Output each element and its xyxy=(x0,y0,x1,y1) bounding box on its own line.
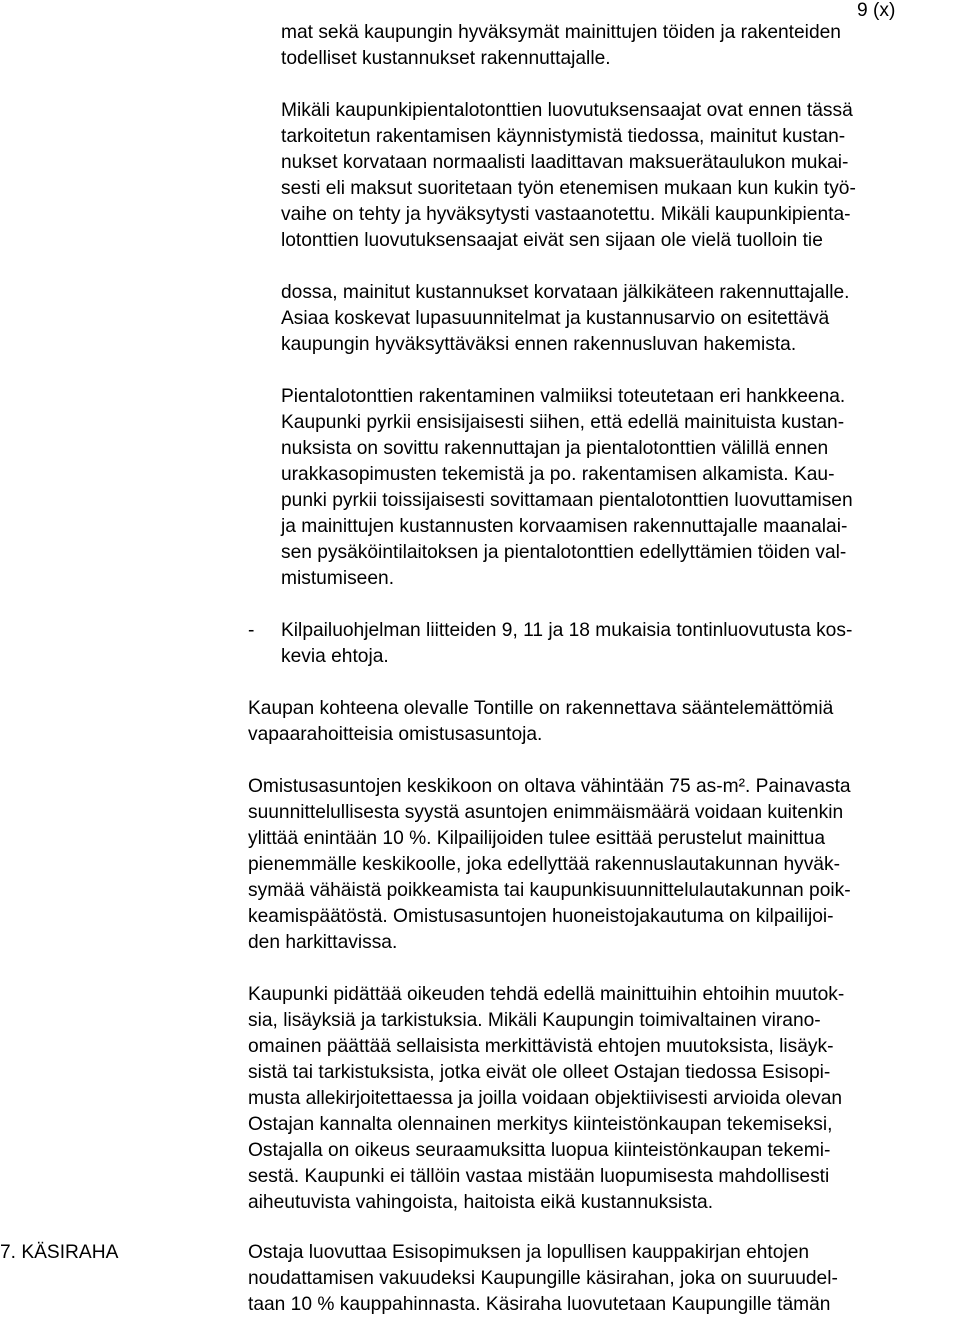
block6-line: suunnittelullisesta syystä asuntojen enimmäismäärä voidaan kuitenkin xyxy=(248,802,844,823)
bullet-marker: - xyxy=(248,620,255,641)
block7-line: Ostajalla on oikeus seuraamuksitta luopua kiinteistönkaupan tekemi- xyxy=(248,1140,831,1161)
block2-line: vaihe on tehty ja hyväksytysti vastaanotettu. Mikäli kaupunkipienta- xyxy=(281,204,851,225)
bullet-lines-line: kevia ehtoja. xyxy=(281,646,389,667)
block2-line: tarkoitetun rakentamisen käynnistymistä tiedossa, mainitut kustan- xyxy=(281,126,846,147)
block2-line: Mikäli kaupunkipientalotonttien luovutuksensaajat ovat ennen tässä xyxy=(281,100,853,121)
section-lines-line: taan 10 % kauppahinnasta. Käsiraha luovutetaan Kaupungille tämän xyxy=(248,1294,831,1315)
block7-line: sestä. Kaupunki ei tällöin vastaa mistään luopumisesta mahdollisesti xyxy=(248,1166,830,1187)
block4-line: mistumiseen. xyxy=(281,568,395,589)
block7-line: musta allekirjoitettaessa ja joilla voidaan objektiivisesti arvioida olevan xyxy=(248,1088,843,1109)
block3-line: Asiaa koskevat lupasuunnitelmat ja kustannusarvio on esitettävä xyxy=(281,308,830,329)
block4-line: Pientalotonttien rakentaminen valmiiksi toteutetaan eri hankkeena. xyxy=(281,386,846,407)
block6-line: ylittää enintään 10 %. Kilpailijoiden tulee esittää perustelut mainittua xyxy=(248,828,826,849)
block4-line: punki pyrkii toissijaisesti sovittamaan pientalotonttien luovuttamisen xyxy=(281,490,853,511)
section-lines-line: noudattamisen vakuudeksi Kaupungille käsirahan, joka on suuruudel- xyxy=(248,1268,838,1289)
block4-line: nuksista on sovittu rakennuttajan ja pientalotonttien välillä ennen xyxy=(281,438,829,459)
block7-line: sistä tai tarkistuksista, jotka eivät ole olleet Ostajan tiedossa Esisopi- xyxy=(248,1062,831,1083)
block1-line: mat sekä kaupungin hyväksymät mainittujen töiden ja rakenteiden xyxy=(281,22,841,43)
block2-line: lotonttien luovutuksensaajat eivät sen sijaan ole vielä tuolloin tie xyxy=(281,230,823,251)
block3-line: dossa, mainitut kustannukset korvataan jälkikäteen rakennuttajalle. xyxy=(281,282,850,303)
bullet-lines-line: Kilpailuohjelman liitteiden 9, 11 ja 18 mukaisia tontinluovutusta kos- xyxy=(281,620,853,641)
section-lines-line: Ostaja luovuttaa Esisopimuksen ja lopullisen kauppakirjan ehtojen xyxy=(248,1242,810,1263)
block7-line: Kaupunki pidättää oikeuden tehdä edellä mainittuihin ehtoihin muutok- xyxy=(248,984,845,1005)
block6-line: symää vähäistä poikkeamista tai kaupunkisuunnittelulautakunnan poik- xyxy=(248,880,851,901)
block6-line: keamispäätöstä. Omistusasuntojen huoneistojakautuma on kilpailijoi- xyxy=(248,906,834,927)
block6-line: pienemmälle keskikoolle, joka edellyttää rakennuslautakunnan hyväk- xyxy=(248,854,840,875)
block4-line: Kaupunki pyrkii ensisijaisesti siihen, että edellä mainituista kustan- xyxy=(281,412,845,433)
block6-line: Omistusasuntojen keskikoon on oltava vähintään 75 as-m². Painavasta xyxy=(248,776,851,797)
block4-line: urakkasopimusten tekemistä ja po. rakentamisen alkamista. Kau- xyxy=(281,464,835,485)
block7-line: aiheutuvista vahingoista, haitoista eikä kustannuksista. xyxy=(248,1192,714,1213)
page-number: 9 (x) xyxy=(857,0,896,21)
block2-line: sesti eli maksut suoritetaan työn etenemisen mukaan kun kukin työ- xyxy=(281,178,856,199)
block1-line: todelliset kustannukset rakennuttajalle. xyxy=(281,48,611,69)
block4-line: sen pysäköintilaitoksen ja pientalotonttien edellyttämien töiden val- xyxy=(281,542,847,563)
block5-line: Kaupan kohteena olevalle Tontille on rakennettava sääntelemättömiä xyxy=(248,698,834,719)
block7-line: sia, lisäyksiä ja tarkistuksia. Mikäli Kaupungin toimivaltainen virano- xyxy=(248,1010,821,1031)
block2-line: nukset korvataan normaalisti laadittavan maksuerätaulukon mukai- xyxy=(281,152,849,173)
section-heading: 7. KÄSIRAHA xyxy=(0,1242,119,1263)
block6-line: den harkittavissa. xyxy=(248,932,398,953)
block4-line: ja mainittujen kustannusten korvaamisen rakennuttajalle maanalai- xyxy=(281,516,848,537)
block7-line: omainen päättää sellaisista merkittävistä ehtojen muutoksista, lisäyk- xyxy=(248,1036,834,1057)
block7-line: Ostajan kannalta olennainen merkitys kiinteistönkaupan tekemiseksi, xyxy=(248,1114,833,1135)
block5-line: vapaarahoitteisia omistusasuntoja. xyxy=(248,724,543,745)
block3-line: kaupungin hyväksyttäväksi ennen rakennusluvan hakemista. xyxy=(281,334,797,355)
